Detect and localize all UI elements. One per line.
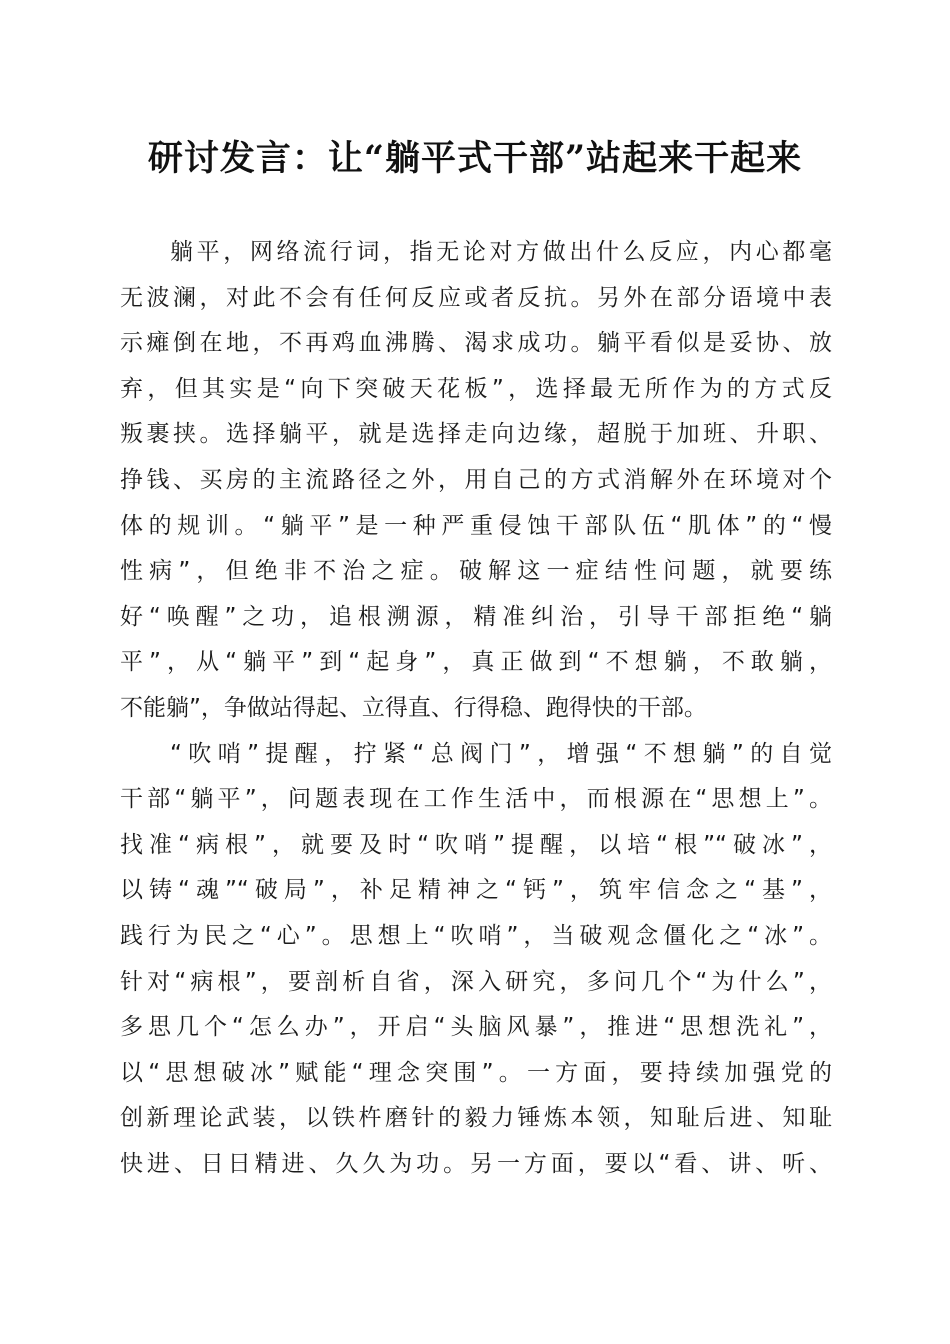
body-line: 平”，从“躺平”到“起身”，真正做到“不想躺，不敢躺， [120, 649, 832, 676]
body-line: 干部“躺平”，问题表现在工作生活中，而根源在“思想上”。 [120, 786, 832, 813]
body-line: 创新理论武装，以铁杵磨针的毅力锤炼本领，知耻后进、知耻 [120, 1105, 832, 1132]
body-line: 不能躺”，争做站得起、立得直、行得稳、跑得快的干部。 [120, 694, 707, 721]
body-line: 好“唤醒”之功，追根溯源，精准纠治，引导干部拒绝“躺 [120, 603, 832, 630]
document-title: 研讨发言：让“躺平式干部”站起来干起来 [147, 138, 803, 179]
body-line: 无波澜，对此不会有任何反应或者反抗。另外在部分语境中表 [120, 284, 832, 311]
body-line: 践行为民之“心”。思想上“吹哨”，当破观念僵化之“冰”。 [120, 922, 832, 949]
body-line: “吹哨”提醒，拧紧“总阀门”，增强“不想躺”的自觉 [170, 740, 832, 767]
body-line: 挣钱、买房的主流路径之外，用自己的方式消解外在环境对个 [120, 466, 832, 493]
body-line: 躺平，网络流行词，指无论对方做出什么反应，内心都毫 [170, 239, 832, 265]
body-line: 针对“病根”，要剖析自省，深入研究，多问几个“为什么”， [120, 968, 832, 995]
body-line: 找准“病根”，就要及时“吹哨”提醒，以培“根”“破冰”， [120, 831, 832, 858]
body-line: 以“思想破冰”赋能“理念突围”。一方面，要持续加强党的 [120, 1059, 832, 1086]
body-line: 示瘫倒在地，不再鸡血沸腾、渴求成功。躺平看似是妥协、放 [120, 330, 832, 357]
body-line: 弃，但其实是“向下突破天花板”，选择最无所作为的方式反 [120, 375, 832, 402]
body-line: 体的规训。“躺平”是一种严重侵蚀干部队伍“肌体”的“慢 [120, 512, 832, 539]
body-line: 多思几个“怎么办”，开启“头脑风暴”，推进“思想洗礼”， [120, 1014, 832, 1041]
body-line: 快进、日日精进、久久为功。另一方面，要以“看、讲、听、 [120, 1150, 832, 1177]
body-line: 性病”，但绝非不治之症。破解这一症结性问题，就要练 [120, 558, 832, 585]
body-line: 以铸“魂”“破局”，补足精神之“钙”，筑牢信念之“基”， [120, 877, 832, 904]
document-body [120, 230, 832, 1187]
body-line: 叛裹挟。选择躺平，就是选择走向边缘，超脱于加班、升职、 [120, 421, 832, 448]
